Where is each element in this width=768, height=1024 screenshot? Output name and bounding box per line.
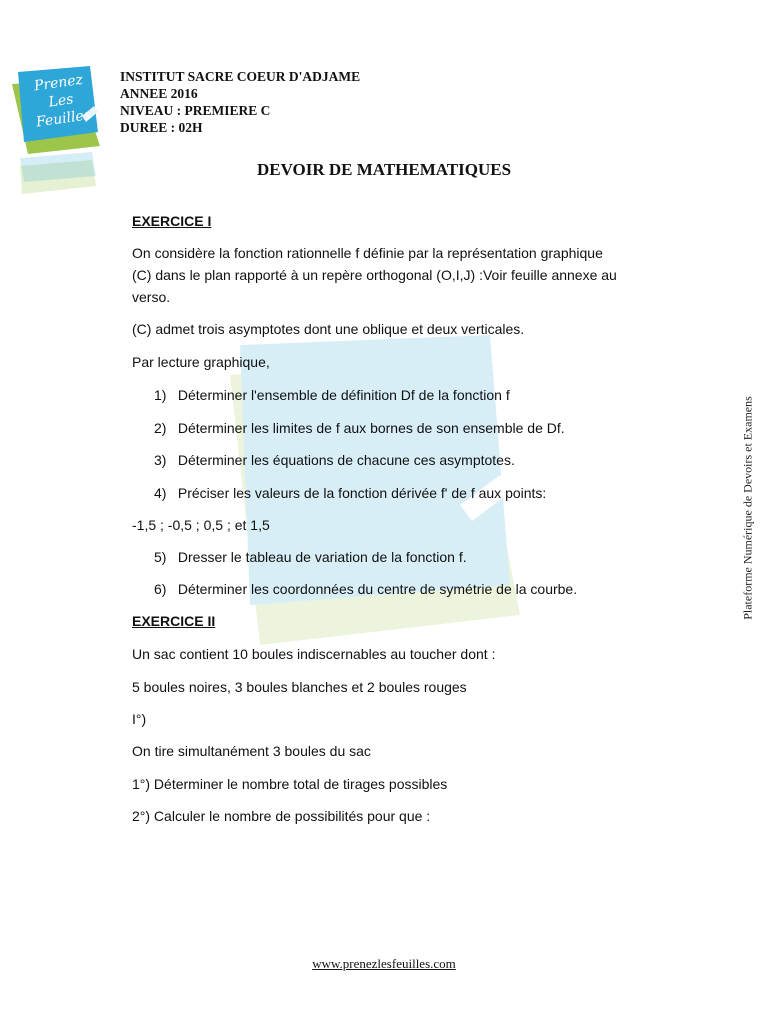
question-number: 1) [154,387,167,403]
logo-text [23,69,100,132]
exercise-2-line-2: 5 boules noires, 3 boules blanches et 2 boules rouges [132,679,467,695]
prenez-les-feuilles-logo [8,66,108,206]
question-text: Déterminer les limites de f aux bornes de son ensemble de Df. [177,420,565,436]
question-text: Préciser les valeurs de la fonction dérivée f' de f aux points: [177,485,547,501]
exercise-1-intro-line-1: On considère la fonction rationnelle f définie par la représentation graphique [132,245,603,261]
page-title: DEVOIR DE MATHEMATIQUES [256,160,512,179]
question-number: 2) [154,420,167,436]
document-header [120,68,360,136]
exercise-2-heading: EXERCICE II [132,613,216,629]
question-text: Déterminer les coordonnées du centre de symétrie de la courbe. [177,581,578,597]
platform-side-text: Plateforme Numérique de Devoirs et Examens [740,396,755,620]
question-text: Déterminer l'ensemble de définition Df de la fonction f [177,387,510,403]
school-year: ANNEE 2016 [120,86,198,101]
exercise-2-line-5: 2°) Calculer le nombre de possibilités pour que : [132,808,431,824]
exercise-2-part-label: I°) [132,711,147,727]
logo-line-3: Feuilles [35,107,92,131]
graphic-reading-intro: Par lecture graphique, [132,354,270,370]
question-number: 5) [154,549,167,565]
question-5 [154,548,467,566]
exercise-1-intro-line-2: (C) dans le plan rapporté à un repère orthogonal (O,I,J) :Voir feuille annexe au [132,267,617,283]
question-text: Dresser le tableau de variation de la fonction f. [177,549,467,565]
question-number: 3) [154,452,167,468]
logo-line-1: Prenez [33,71,84,95]
asymptotes-statement: (C) admet trois asymptotes dont une oblique et deux verticales. [132,321,525,337]
footer-website-link[interactable]: www.prenezlesfeuilles.com [312,956,456,971]
question-3 [154,451,515,469]
points-list: -1,5 ; -0,5 ; 0,5 ; et 1,5 [132,517,270,533]
exam-duration: DUREE : 02H [120,120,203,135]
logo-line-2: Les [47,91,75,111]
exercise-1-intro-line-3: verso. [132,289,171,305]
question-6 [154,580,577,598]
question-1 [154,386,510,404]
question-4 [154,484,546,502]
exercise-1-heading: EXERCICE I [132,213,212,229]
class-level: NIVEAU : PREMIERE C [120,103,271,118]
institution-name: INSTITUT SACRE COEUR D'ADJAME [120,69,361,84]
question-text: Déterminer les équations de chacune ces asymptotes. [177,452,515,468]
exercise-2-line-4: 1°) Déterminer le nombre total de tirages possibles [132,776,448,792]
question-number: 6) [154,581,167,597]
exercise-2-line-1: Un sac contient 10 boules indiscernables au toucher dont : [132,646,496,662]
question-2 [154,419,565,437]
exercise-2-line-3: On tire simultanément 3 boules du sac [132,743,371,759]
question-number: 4) [154,485,167,501]
